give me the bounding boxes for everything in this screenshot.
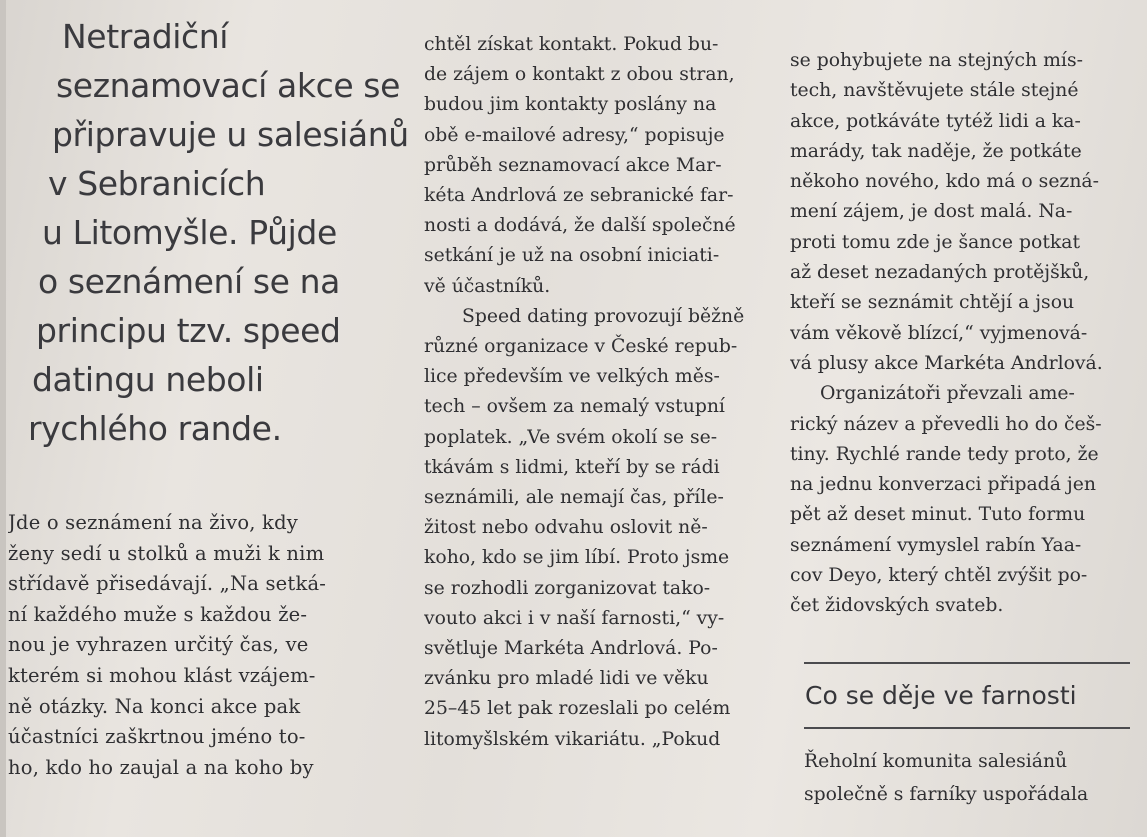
text-line: akce, potkáváte tytéž lidi a ka- (790, 110, 1081, 132)
text-line: pět až deset minut. Tuto formu (790, 504, 1086, 526)
text-line: tech, navštěvujete stále stejné (790, 80, 1079, 102)
text-line: střídavě přisedávají. „Na setká- (8, 572, 327, 596)
text-line: vám věkově blízcí,“ vyjmenová- (790, 322, 1088, 344)
text-line: tkávám s lidmi, kteří by se rádi (424, 456, 720, 478)
text-line: Organizátoři převzali ame- (820, 383, 1075, 405)
text-line: průběh seznamovací akce Mar- (424, 154, 722, 176)
text-line: kteří se seznámit chtějí a jsou (790, 292, 1075, 314)
text-line: ní každého muže s každou že- (8, 602, 308, 626)
headline-line: v Sebranicích (48, 164, 266, 203)
text-line: zvánku pro mladé lidi ve věku (424, 668, 709, 690)
headline-line: u Litomyšle. Půjde (42, 213, 337, 252)
text-line: rický název a převedli ho do češ- (790, 413, 1102, 435)
text-line: na jednu konverzaci připadá jen (790, 474, 1096, 496)
section-divider-bottom (804, 727, 1130, 729)
text-line: poplatek. „Ve svém okolí se se- (424, 426, 718, 448)
text-line: účastníci zaškrtnou jméno to- (8, 725, 306, 749)
text-line: 25–45 let pak rozeslali po celém (424, 698, 731, 720)
article-body-column-2 (424, 30, 774, 755)
text-line: litomyšlském vikariátu. „Pokud (424, 728, 721, 750)
sidebar-title: Co se děje ve farnosti (805, 681, 1077, 710)
text-line: tiny. Rychlé rande tedy proto, že (790, 443, 1099, 465)
text-line: různé organizace v České repub- (424, 336, 738, 358)
article-body-column-3 (790, 46, 1140, 622)
text-line: ženy sedí u stolků a muži k nim (8, 541, 325, 565)
text-line: obě e-mailové adresy,“ popisuje (424, 124, 725, 146)
text-line: koho, kdo se jim líbí. Proto jsme (424, 547, 730, 569)
text-line: společně s farníky uspořádala (804, 784, 1089, 805)
text-line: kéta Andrlová ze sebranické far- (424, 185, 734, 207)
text-line: proti tomu zde je šance potkat (790, 231, 1081, 253)
headline-line: připravuje u salesiánů (52, 115, 409, 154)
text-line: kterém si mohou klást vzájem- (8, 663, 316, 687)
text-line: se rozhodli zorganizovat tako- (424, 577, 711, 599)
text-line: Jde o seznámení na živo, kdy (8, 511, 298, 534)
text-line: tech – ovšem za nemalý vstupní (424, 396, 725, 418)
text-line: budou jim kontakty poslány na (424, 94, 717, 116)
text-line: chtěl získat kontakt. Pokud bu- (424, 34, 719, 55)
text-line: se pohybujete na stejných mís- (790, 50, 1083, 71)
text-line: seznámení vymyslel rabín Yaa- (790, 534, 1082, 556)
article-intro (8, 508, 410, 783)
text-line: Řeholní komunita salesiánů (804, 751, 1068, 772)
sidebar-body (804, 745, 1144, 811)
text-line: čet židovských svateb. (790, 595, 1004, 617)
text-line: seznámili, ale nemají čas, příle- (424, 487, 724, 509)
headline-line: o seznámení se na (38, 262, 340, 301)
text-line: vě účastníků. (424, 275, 551, 297)
text-line: Speed dating provozují běžně (462, 305, 745, 327)
text-line: nosti a dodává, že další společné (424, 215, 736, 237)
page-edge (0, 0, 6, 837)
text-line: žitost nebo odvahu oslovit ně- (424, 517, 708, 539)
section-divider-top (804, 662, 1130, 664)
text-line: nou je vyhrazen určitý čas, ve (8, 633, 309, 657)
text-line: ně otázky. Na konci akce pak (8, 694, 301, 718)
text-line: někoho nového, kdo má o sezná- (790, 171, 1099, 193)
text-line: marády, tak naděje, že potkáte (790, 140, 1082, 162)
text-line: vouto akci i v naší farnosti,“ vy- (424, 607, 725, 629)
text-line: vá plusy akce Markéta Andrlová. (790, 352, 1103, 374)
headline-line: datingu neboli (32, 360, 264, 399)
headline-line: Netradiční (62, 17, 229, 56)
text-line: lice především ve velkých měs- (424, 366, 720, 388)
text-line: ho, kdo ho zaujal a na koho by (8, 755, 314, 779)
text-line: světluje Markéta Andrlová. Po- (424, 638, 718, 660)
text-line: mení zájem, je dost malá. Na- (790, 201, 1073, 223)
column-left (0, 0, 420, 837)
text-line: až deset nezadaných protějšků, (790, 262, 1090, 284)
headline-line: principu tzv. speed (36, 311, 341, 350)
text-line: setkání je už na osobní iniciati- (424, 245, 720, 267)
article-headline (28, 12, 408, 453)
text-line: de zájem o kontakt z obou stran, (424, 64, 735, 86)
text-line: cov Deyo, který chtěl zvýšit po- (790, 565, 1088, 587)
headline-line: seznamovací akce se (56, 66, 401, 105)
headline-line: rychlého rande. (28, 409, 282, 448)
